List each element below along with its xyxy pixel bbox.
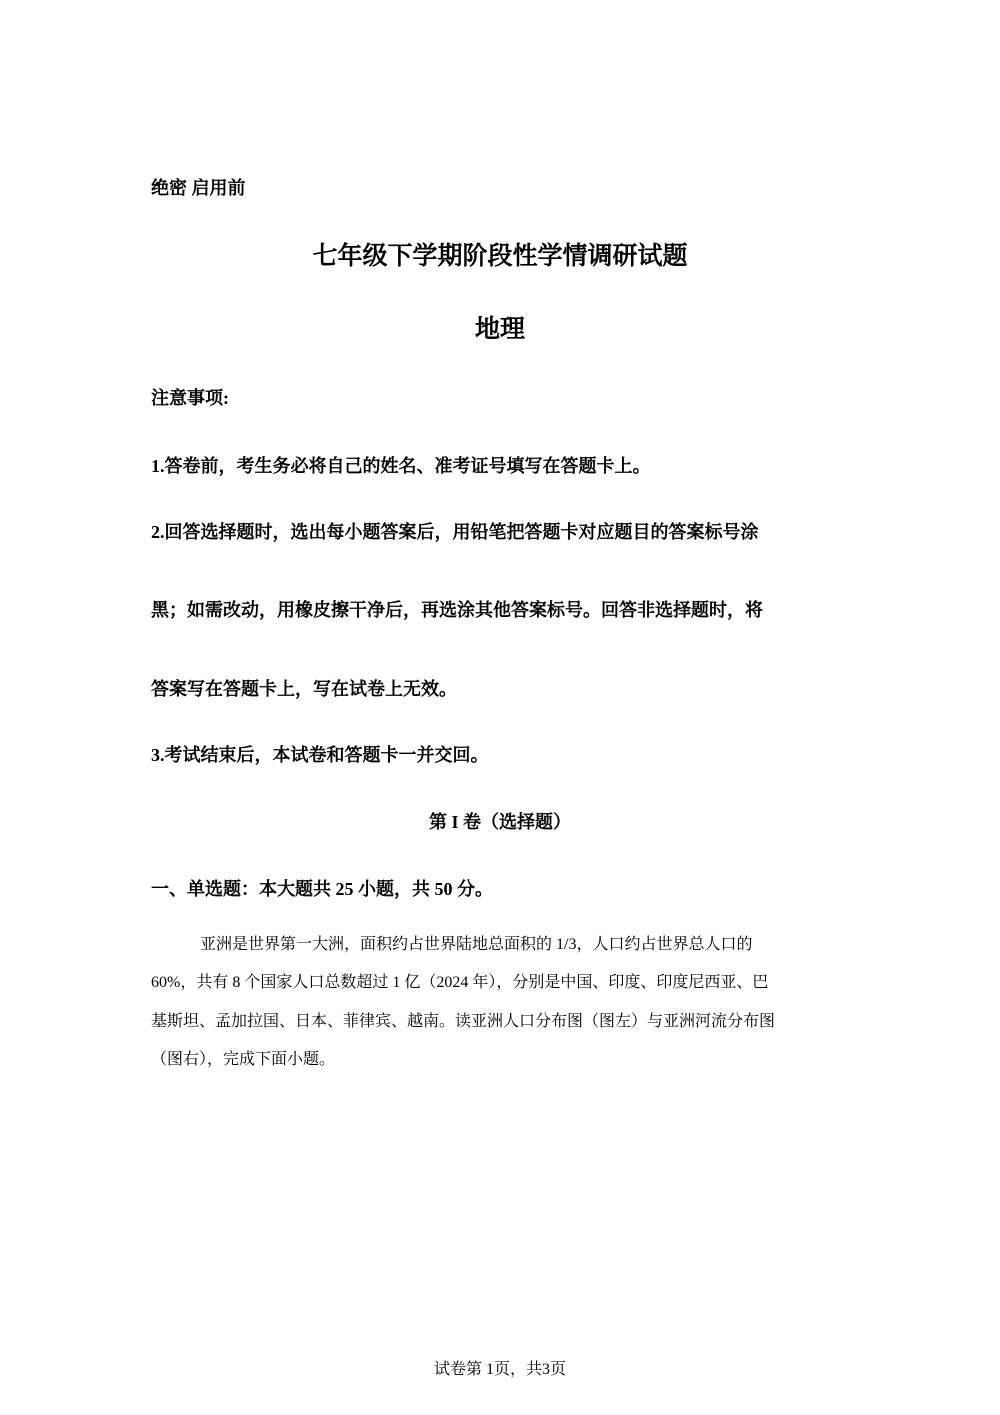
notice-item-1: 1.答卷前，考生务必将自己的姓名、准考证号填写在答题卡上。	[151, 456, 651, 476]
notice-item-2-line-1: 2.回答选择题时，选出每小题答案后，用铅笔把答题卡对应题目的答案标号涂	[151, 522, 759, 542]
exam-title: 七年级下学期阶段性学情调研试题	[312, 243, 688, 270]
confidential-label: 绝密 启用前	[151, 178, 246, 198]
part-heading: 一、单选题：本大题共 25 小题，共 50 分。	[151, 879, 493, 899]
page-footer: 试卷第 1页，共3页	[433, 1361, 566, 1378]
notice-heading: 注意事项:	[151, 388, 229, 408]
passage-line-1: 亚洲是世界第一大洲，面积约占世界陆地总面积的 1/3，人口约占世界总人口的	[200, 936, 753, 953]
passage-line-2: 60%，共有 8 个国家人口总数超过 1 亿（2024 年），分别是中国、印度、印度尼西亚、巴	[151, 974, 769, 991]
notice-item-3: 3.考试结束后，本试卷和答题卡一并交回。	[151, 745, 489, 765]
passage-line-4: （图右），完成下面小题。	[151, 1051, 336, 1068]
notice-item-2-line-3: 答案写在答题卡上，写在试卷上无效。	[151, 679, 457, 699]
subject-title: 地理	[474, 316, 525, 343]
notice-item-2-line-2: 黑；如需改动，用橡皮擦干净后，再选涂其他答案标号。回答非选择题时，将	[151, 600, 763, 620]
section-title: 第 I 卷（选择题）	[428, 812, 571, 832]
passage-line-3: 基斯坦、孟加拉国、日本、菲律宾、越南。读亚洲人口分布图（图左）与亚洲河流分布图	[151, 1013, 776, 1030]
